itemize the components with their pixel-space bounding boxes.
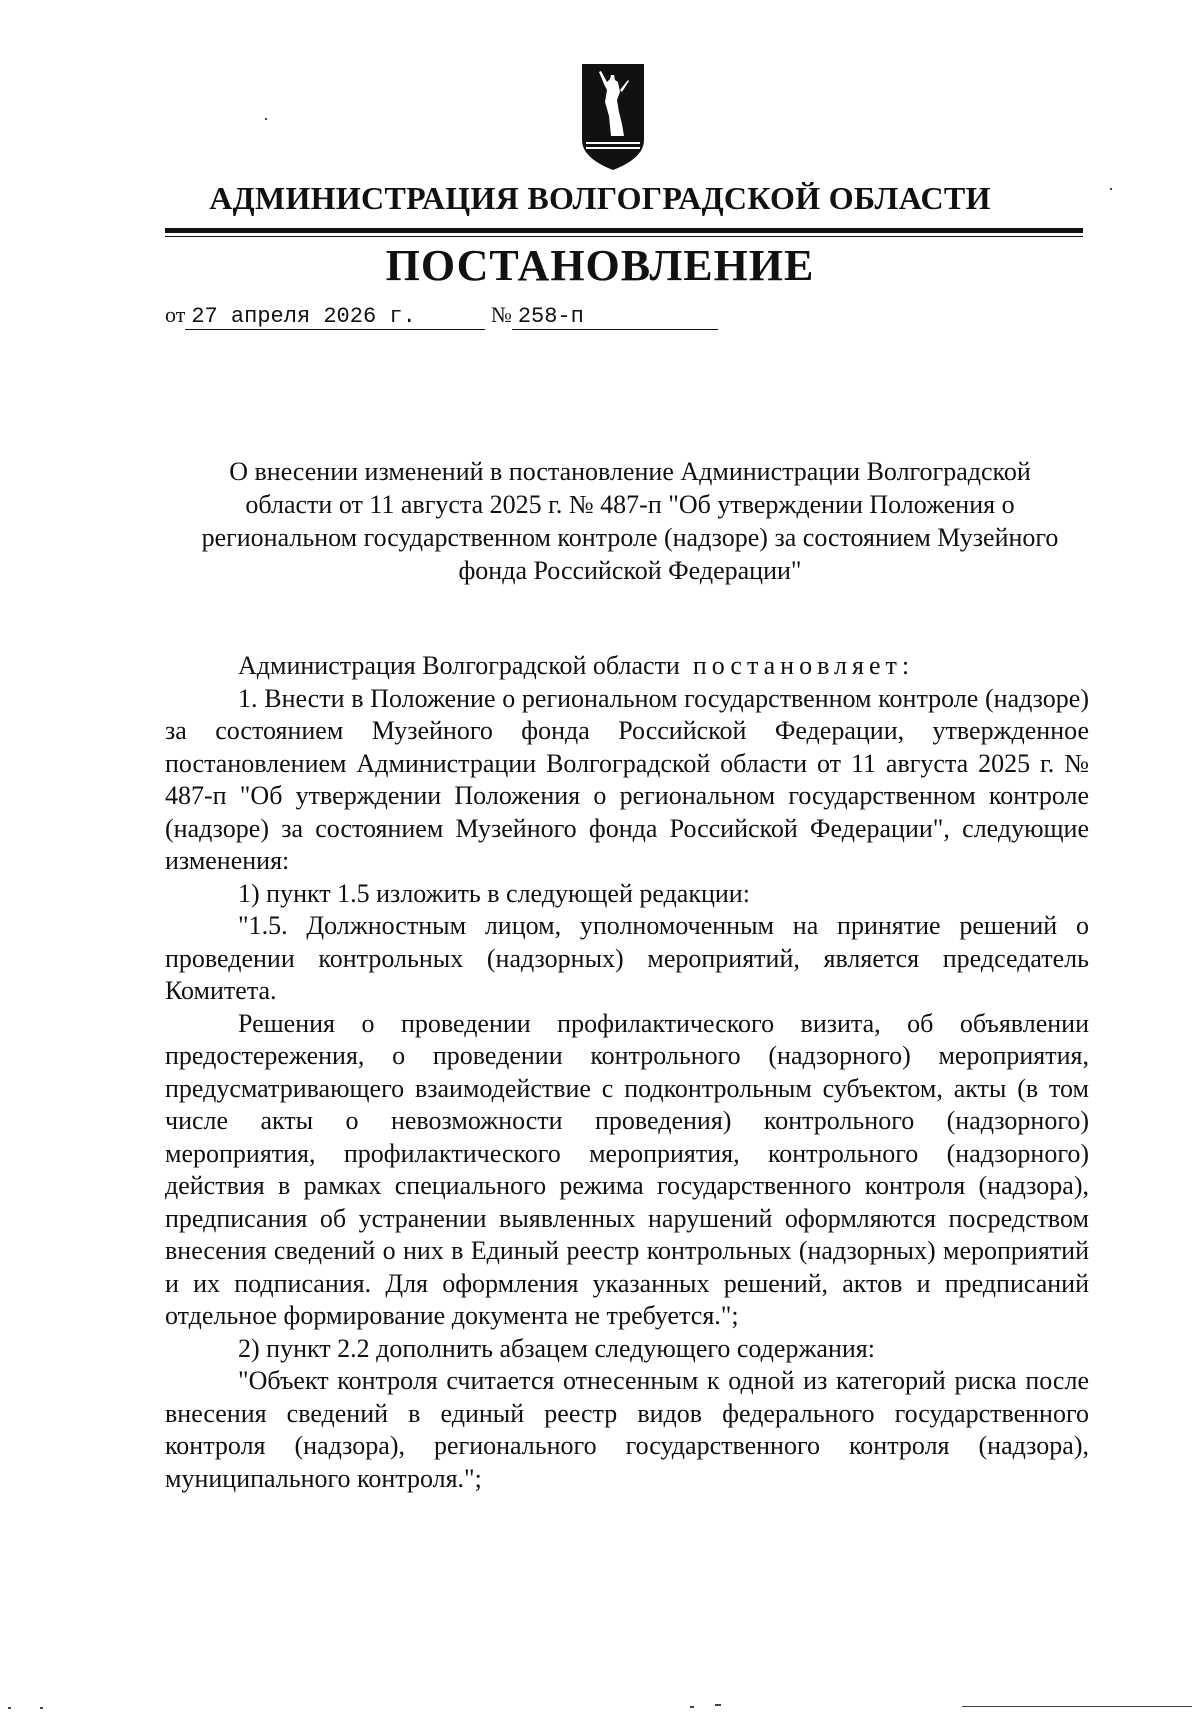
organization-title: АДМИНИСТРАЦИЯ ВОЛГОГРАДСКОЙ ОБЛАСТИ — [209, 180, 991, 216]
document-number: 258-п — [512, 304, 718, 330]
document-date: 27 апреля 2026 г. — [185, 304, 485, 330]
preamble-paragraph — [165, 650, 1089, 683]
preamble-verb: постановляет: — [692, 651, 915, 680]
number-label: № — [490, 302, 512, 327]
body-paragraph: Решения о проведении профилактического визита, об объявлении предостережения, о проведении контрольного (надзорного) мероприятия, предусматривающего взаимодействие с подконтрольным субъектом, акты (в том числе акты о невозможности проведения) контрольного (надзорного) мероприятия, профилактического мероприятия, контрольного (надзорного) действия в рамках специального режима государственного контроля (надзора), предписания об устранении выявленных нарушений оформляются посредством внесения сведений о них в Единый реестр контрольных (надзорных) мероприятий и их подписания. Для оформления указанных решений, актов и предписаний отдельное формирование документа не требуется."; — [165, 1008, 1089, 1330]
body-paragraph: "Объект контроля считается отнесенным к одной из категорий риска после внесения сведений в единый реестр видов федерального государственного контроля (надзора), регионального государственного контроля (надзора), муниципального контроля."; — [165, 1366, 1089, 1493]
date-label: от — [165, 302, 186, 327]
scan-speck — [265, 118, 267, 120]
preamble-text: Администрация Волгоградской области — [238, 651, 680, 680]
dateline — [165, 302, 718, 330]
header-divider-thick — [165, 228, 1083, 233]
scan-speck — [690, 1706, 694, 1708]
scan-speck — [1110, 188, 1112, 190]
scan-speck — [715, 1704, 721, 1706]
document-type-title: ПОСТАНОВЛЕНИЕ — [385, 241, 815, 290]
body-paragraph: "1.5. Должностным лицом, уполномоченным на принятие решений о проведении контрольных (надзорных) мероприятий, является председатель Комитета. — [165, 911, 1089, 1005]
body-paragraph: 2) пункт 2.2 дополнить абзацем следующего содержания: — [238, 1333, 875, 1363]
volgograd-emblem-icon — [580, 62, 646, 172]
document-subject: О внесении изменений в постановление Администрации Волгоградской области от 11 августа 2025 г. № 487-п "Об утверждении Положения о региональном государственном контроле (надзоре) за состоянием Музейного фонда Российской Федерации" — [201, 457, 1059, 585]
scan-speck — [962, 1706, 1192, 1707]
scan-speck — [8, 1707, 11, 1709]
scan-speck — [40, 1707, 43, 1709]
document-body — [165, 650, 1089, 1495]
body-paragraph: 1) пункт 1.5 изложить в следующей редакции: — [238, 878, 750, 908]
body-paragraph: 1. Внести в Положение о региональном государственном контроле (надзоре) за состоянием Музейного фонда Российской Федерации, утвержденное постановлением Администрации Волгоградской области от 11 августа 2025 г. № 487-п "Об утверждении Положения о региональном государственном контроле (надзоре) за состоянием Музейного фонда Российской Федерации", следующие изменения: — [165, 683, 1089, 875]
header-divider-thin — [165, 236, 1083, 237]
